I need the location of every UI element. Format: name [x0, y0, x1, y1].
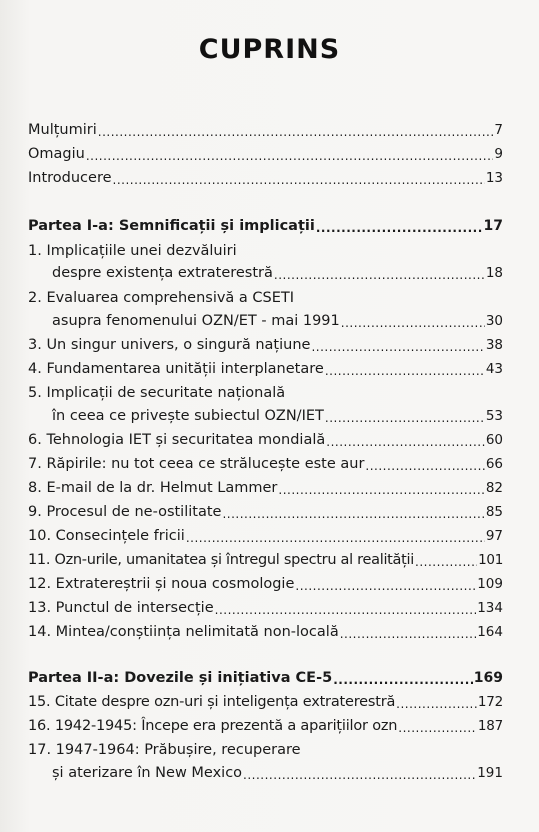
dot-leader — [396, 696, 477, 713]
entry-label: 9. Procesul de ne-ostilitate — [28, 504, 222, 520]
toc-entry-chapter-6[interactable] — [28, 430, 503, 451]
entry-page: 164 — [477, 624, 503, 640]
toc-part-2[interactable] — [28, 668, 503, 689]
chapter-2-line1[interactable]: 2. Evaluarea comprehensivă a CSETI — [28, 290, 295, 306]
entry-page: 97 — [485, 528, 503, 544]
part-page: 169 — [473, 670, 503, 686]
toc-entry-chapter-12[interactable] — [28, 574, 503, 595]
entry-label: 12. Extratereștrii și noua cosmologie — [28, 576, 295, 592]
dot-leader — [326, 434, 485, 451]
dot-leader — [365, 458, 484, 475]
entry-page: 187 — [477, 718, 503, 734]
toc-entry-chapter-8[interactable] — [28, 478, 503, 499]
entry-page: 109 — [477, 576, 503, 592]
dot-leader — [415, 554, 477, 571]
toc-entry-chapter-16[interactable] — [28, 716, 503, 737]
toc-entry-chapter-1[interactable] — [52, 263, 503, 284]
entry-page: 53 — [485, 408, 503, 424]
toc-entry-chapter-5[interactable] — [52, 406, 503, 427]
entry-label: Omagiu — [28, 146, 85, 162]
entry-label: 16. 1942-1945: Începe era prezentă a aparițiilor ozn — [28, 718, 398, 734]
toc-entry-chapter-13[interactable] — [28, 598, 503, 619]
toc-entry-chapter-7[interactable] — [28, 454, 503, 475]
toc-entry-chapter-17[interactable] — [52, 763, 503, 784]
entry-label: 7. Răpirile: nu tot ceea ce strălucește este aur — [28, 456, 365, 472]
toc-entry-chapter-3[interactable] — [28, 335, 503, 356]
part-label: Partea I-a: Semnificații și implicații — [28, 218, 315, 234]
entry-page: 82 — [485, 480, 503, 496]
dot-leader — [325, 410, 485, 427]
dot-leader — [222, 506, 484, 523]
dot-leader — [98, 124, 494, 141]
dot-leader — [340, 626, 477, 643]
dot-leader — [316, 220, 483, 237]
dot-leader — [243, 767, 476, 784]
chapter-17-line1[interactable]: 17. 1947-1964: Prăbușire, recuperare — [28, 742, 301, 758]
entry-label: 14. Mintea/conștiința nelimitată non-locală — [28, 624, 339, 640]
dot-leader — [215, 602, 477, 619]
toc-part-1[interactable] — [28, 216, 503, 237]
dot-leader — [295, 578, 476, 595]
toc-entry-chapter-2[interactable] — [52, 311, 503, 332]
entry-label: și aterizare în New Mexico — [52, 765, 243, 781]
toc-entry-chapter-9[interactable] — [28, 502, 503, 523]
toc-entry-introducere[interactable] — [28, 168, 503, 189]
dot-leader — [186, 530, 485, 547]
entry-label: despre existența extraterestră — [52, 265, 273, 281]
entry-page: 101 — [478, 552, 503, 568]
entry-label: 3. Un singur univers, o singură națiune — [28, 337, 311, 353]
entry-page: 7 — [494, 122, 503, 138]
entry-label: 10. Consecințele fricii — [28, 528, 185, 544]
entry-page: 60 — [485, 432, 503, 448]
entry-label: 4. Fundamentarea unității interplanetare — [28, 361, 324, 377]
toc-entry-chapter-4[interactable] — [28, 359, 503, 380]
toc-entry-chapter-11[interactable] — [28, 550, 503, 571]
toc-entry-multumiri[interactable] — [28, 120, 503, 141]
part-label: Partea II-a: Dovezile și inițiativa CE-5 — [28, 670, 333, 686]
dot-leader — [86, 148, 494, 165]
entry-page: 38 — [485, 337, 503, 353]
toc-entry-omagiu[interactable] — [28, 144, 503, 165]
entry-page: 18 — [485, 265, 503, 281]
entry-label: 8. E-mail de la dr. Helmut Lammer — [28, 480, 278, 496]
entry-label: Introducere — [28, 170, 112, 186]
toc-entry-chapter-14[interactable] — [28, 622, 503, 643]
entry-label: 11. Ozn-urile, umanitatea și întregul spectru al realității — [28, 552, 414, 568]
entry-label: asupra fenomenului OZN/ET - mai 1991 — [52, 313, 340, 329]
part-page: 17 — [483, 218, 503, 234]
chapter-1-line1[interactable]: 1. Implicațiile unei dezvăluiri — [28, 243, 237, 259]
toc-entry-chapter-15[interactable] — [28, 692, 503, 713]
entry-page: 9 — [494, 146, 503, 162]
dot-leader — [341, 315, 485, 332]
chapter-5-line1[interactable]: 5. Implicații de securitate națională — [28, 385, 286, 401]
entry-page: 43 — [485, 361, 503, 377]
dot-leader — [113, 172, 485, 189]
entry-label: Mulțumiri — [28, 122, 97, 138]
entry-label: 15. Citate despre ozn-uri și inteligența extraterestră — [28, 694, 396, 710]
entry-label: 13. Punctul de intersecție — [28, 600, 214, 616]
toc-entry-chapter-10[interactable] — [28, 526, 503, 547]
dot-leader — [274, 267, 485, 284]
page-title: CUPRINS — [198, 34, 341, 65]
entry-label: în ceea ce privește subiectul OZN/IET — [52, 408, 324, 424]
entry-label: 6. Tehnologia IET și securitatea mondială — [28, 432, 326, 448]
dot-leader — [333, 672, 473, 689]
entry-page: 172 — [477, 694, 503, 710]
dot-leader — [278, 482, 484, 499]
entry-page: 85 — [485, 504, 503, 520]
entry-page: 191 — [477, 765, 503, 781]
dot-leader — [325, 363, 485, 380]
entry-page: 13 — [485, 170, 503, 186]
entry-page: 30 — [485, 313, 503, 329]
entry-page: 134 — [477, 600, 503, 616]
dot-leader — [398, 720, 477, 737]
entry-page: 66 — [485, 456, 503, 472]
dot-leader — [311, 339, 484, 356]
